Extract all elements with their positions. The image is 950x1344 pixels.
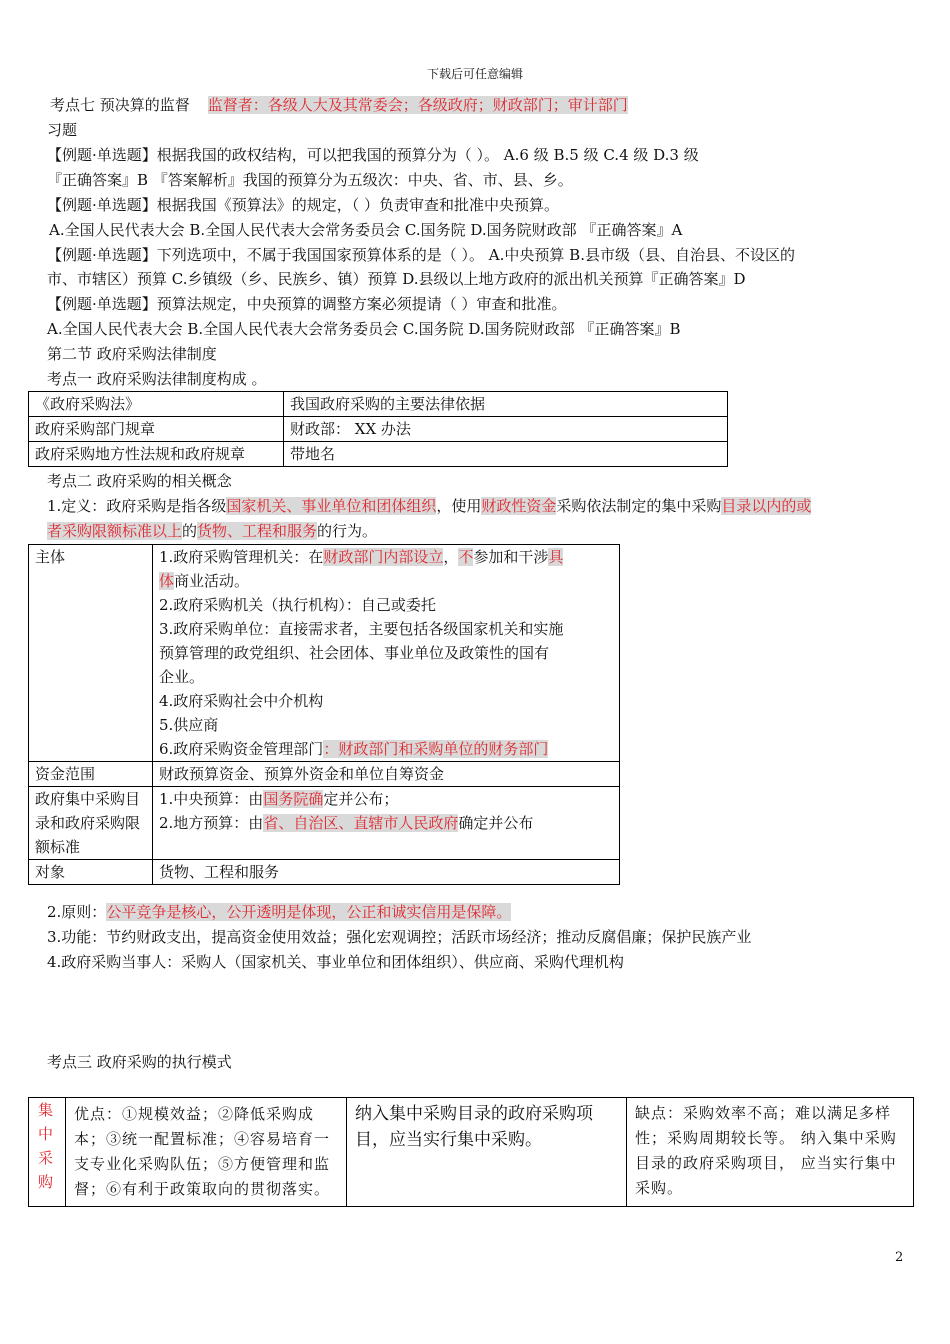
definition-line1 [47,495,811,517]
definition-highlight: 国家机关、事业单位和团体组织 [226,497,437,515]
table-cell: 带地名 [284,442,728,467]
principle-line [47,901,511,923]
concept-table [28,544,620,885]
table-row [29,442,728,467]
table-row [29,417,728,442]
table-row [29,762,620,787]
table-row [29,392,728,417]
table-row [29,860,620,885]
definition-highlight: 财政性资金 [481,497,557,515]
definition-line2 [47,520,377,542]
law-structure-table [28,391,728,467]
page-header: 下载后可任意编辑 [426,67,523,81]
q1-answer: 『正确答案』B 『答案解析』我国的预算分为五级次：中央、省、市、县、乡。 [47,171,573,189]
table-cell: 我国政府采购的主要法律依据 [284,392,728,417]
scope-cell: 纳入集中采购目录的政府采购项目，应当实行集中采购。 [347,1098,627,1207]
kp1-title: 考点一 政府采购法律制度构成 。 [47,370,267,388]
disadvantages-cell: 缺点：采购效率不高；难以满足多样性；采购周期较长等。 纳入集中采购目录的政府采购项目， 应当实行集中采购。 [627,1098,914,1207]
catalog-content: 1.中央预算：由国务院确定并公布； 2.地方预算：由省、自治区、直辖市人民政府确定并公布 [153,787,620,860]
q4-text: 【例题·单选题】预算法规定，中央预算的调整方案必须提请（ ）审查和批准。 [47,295,567,313]
definition-text: 的 [182,522,198,540]
mode-label: 集中采购 [29,1098,66,1207]
table-row [29,545,620,762]
parties-line: 4.政府采购当事人：采购人（国家机关、事业单位和团体组织）、供应商、采购代理机构 [47,953,624,971]
q2-options: A.全国人民代表大会 B.全国人民代表大会常务委员会 C.国务院 D.国务院财政部 『正确答案』A [49,221,683,239]
execution-mode-table [28,1097,914,1207]
table-row [29,787,620,860]
principle-prefix: 2.原则： [47,903,107,921]
subject-label: 主体 [29,545,153,762]
definition-text: 1.定义：政府采购是指各级 [47,497,227,515]
table-cell: 财政部： XX 办法 [284,417,728,442]
section-7-highlight: 监督者：各级人大及其常委会；各级政府；财政部门；审计部门 [207,96,628,114]
exercises-title: 习题 [47,121,78,139]
fund-label: 资金范围 [29,762,153,787]
kp2-title: 考点二 政府采购的相关概念 [47,472,232,490]
object-label: 对象 [29,860,153,885]
catalog-label: 政府集中采购目录和政府采购限额标准 [29,787,153,860]
table-cell: 政府采购地方性法规和政府规章 [29,442,284,467]
function-line: 3.功能：节约财政支出，提高资金使用效益；强化宏观调控；活跃市场经济；推动反腐倡廉；保护民族产业 [47,928,752,946]
definition-highlight: 者采购限额标准以上 [47,522,183,540]
page-number: 2 [895,1250,904,1265]
definition-highlight: 目录以内的或 [721,497,812,515]
table-cell: 《政府采购法》 [29,392,284,417]
q1-text: 【例题·单选题】根据我国的政权结构，可以把我国的预算分为（ ）。 A.6 级 B.5 级 C.4 级 D.3 级 [47,146,699,164]
table-cell: 政府采购部门规章 [29,417,284,442]
definition-text: 采购依法制定的集中采购 [556,497,722,515]
section-7-line [50,94,628,116]
definition-text: ，使用 [436,497,482,515]
object-value: 货物、工程和服务 [153,860,620,885]
q3-line1: 【例题·单选题】下列选项中，不属于我国国家预算体系的是（ ）。 A.中央预算 B.县市级（县、自治县、不设区的 [47,246,795,264]
section-7-title: 考点七 预决算的监督 [50,96,190,114]
q4-options: A.全国人民代表大会 B.全国人民代表大会常务委员会 C.国务院 D.国务院财政部 『正确答案』B [47,320,681,338]
kp3-title: 考点三 政府采购的执行模式 [47,1053,232,1071]
q3-line2: 市、市辖区）预算 C.乡镇级（乡、民族乡、镇）预算 D.县级以上地方政府的派出机关预算『正确答案』D [47,270,746,288]
advantages-cell: 优点：①规模效益；②降低采购成本；③统一配置标准；④容易培育一支专业化采购队伍；⑤方便管理和监督；⑥有利于政策取向的贯彻落实。 [66,1098,347,1207]
fund-value: 财政预算资金、预算外资金和单位自筹资金 [153,762,620,787]
definition-highlight: 货物、工程和服务 [197,522,318,540]
q2-text: 【例题·单选题】根据我国《预算法》的规定，（ ）负责审查和批准中央预算。 [47,196,560,214]
subject-content: 1.政府采购管理机关：在财政部门内部设立，不参加和干涉具 体商业活动。 2.政府采购机关（执行机构）：自己或委托 3.政府采购单位：直接需求者，主要包括各级国家机关和实施 预算管理的政党组织、社会团体、事业单位及政策性的国有 企业。 4.政府采购社会中介机构 5.供应商 6.政府采购资金管理部门：财政部门和采购单位的财务部门 [153,545,620,762]
definition-text: 的行为。 [317,522,378,540]
principle-highlight: 公平竞争是核心，公开透明是体现，公正和诚实信用是保障。 [106,903,512,921]
table-row [29,1098,914,1207]
section-2-title: 第二节 政府采购法律制度 [47,345,217,363]
